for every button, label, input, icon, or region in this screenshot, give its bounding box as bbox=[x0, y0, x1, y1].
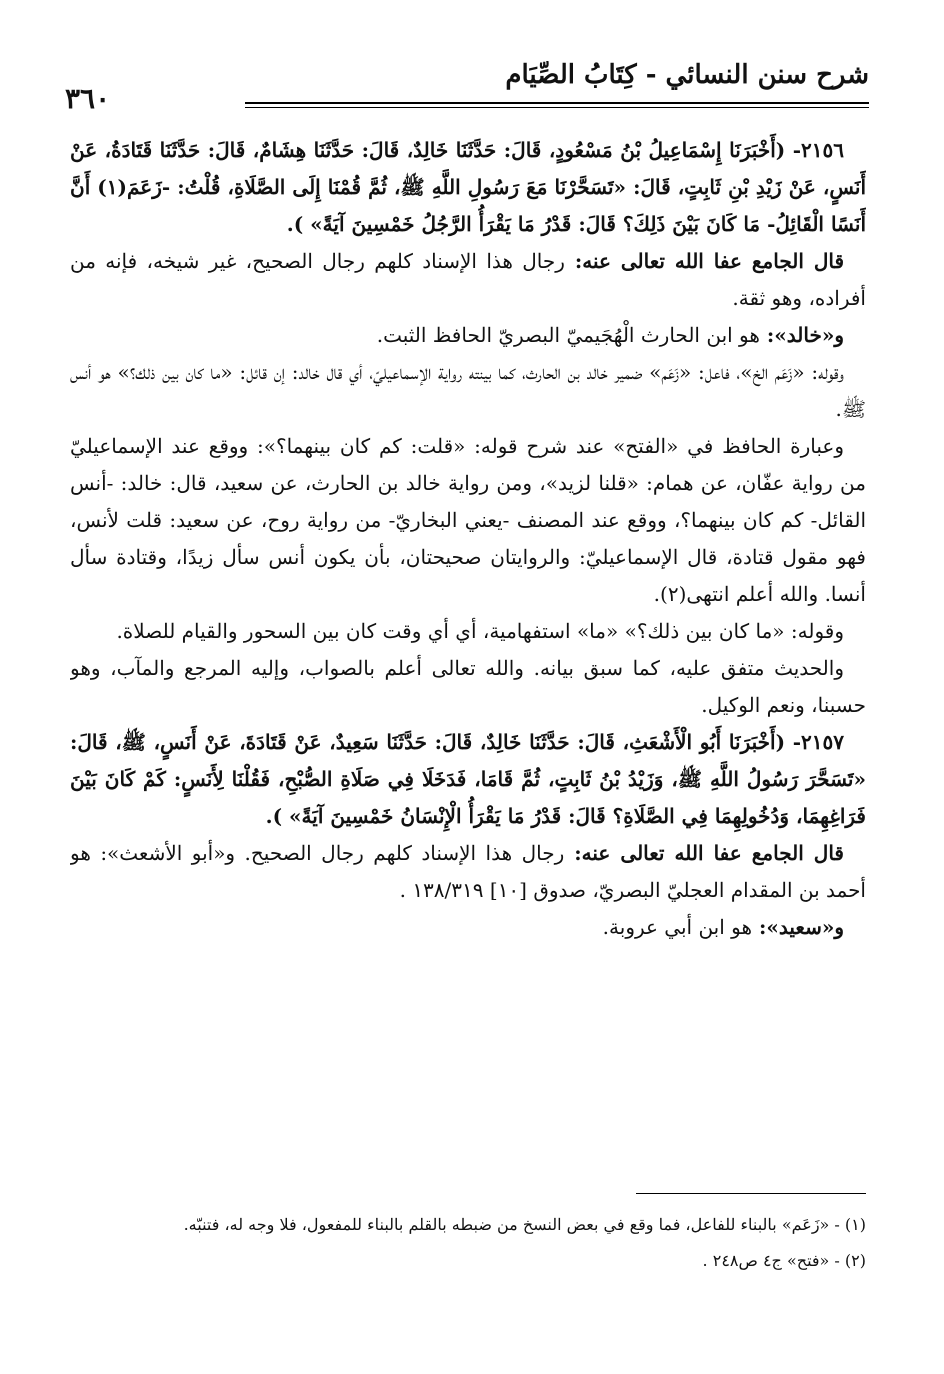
commentary-paragraph bbox=[70, 835, 866, 909]
commentary-paragraph bbox=[70, 354, 866, 428]
page-number: ٣٦٠ bbox=[65, 82, 111, 115]
commentary-paragraph bbox=[70, 428, 866, 613]
footnote-2: (٢) - «فتح» ج٤ ص٢٤٨ . bbox=[702, 1251, 866, 1270]
paragraph-text: وقوله: «ما كان بين ذلك؟» «ما» استفهامية، أي أي وقت كان بين السحور والقيام للصلاة. bbox=[116, 619, 844, 643]
paragraph-lead: قال الجامع عفا الله تعالى عنه: bbox=[564, 841, 844, 865]
header-rule bbox=[245, 102, 869, 108]
commentary-paragraph bbox=[70, 243, 866, 317]
paragraph-lead: قال الجامع عفا الله تعالى عنه: bbox=[564, 249, 845, 273]
commentary-paragraph bbox=[70, 650, 866, 724]
paragraph-text: هو ابن أبي عروبة. bbox=[602, 915, 753, 939]
paragraph-lead: و«سعيد»: bbox=[752, 915, 844, 939]
running-title: شرح سنن النسائي - كِتَابُ الصِّيَام bbox=[505, 60, 869, 90]
main-text bbox=[70, 132, 866, 1182]
page-header bbox=[65, 60, 869, 116]
paragraph-text: ٢١٥٧- (أَخْبَرَنَا أَبُو الْأَشْعَثِ، قَالَ: حَدَّثَنَا خَالِدٌ، قَالَ: حَدَّثَنَا سَعِيدٌ، عَنْ قَتَادَةَ، عَنْ أَنَسٍ، ﷺ، قَالَ: «تَسَحَّرَ رَسُولُ اللَّهِ ﷺ، وَزَيْدُ بْنُ ثَابِتٍ، ثُمَّ قَامَا، فَدَخَلَا فِي صَلَاةِ الصُّبْحِ، فَقُلْنَا لِأَنَسٍ: كَمْ كَانَ بَيْنَ فَرَاغِهِمَا، وَدُخُولِهِمَا فِي الصَّلَاةِ؟ قَالَ: قَدْرُ مَا يَقْرَأُ الْإِنْسَانُ خَمْسِينَ آيَةً» ). bbox=[70, 730, 866, 828]
commentary-paragraph bbox=[70, 613, 866, 650]
hadith-2157 bbox=[70, 724, 866, 835]
footnote-1: (١) - «زَعَم» بالبناء للفاعل، فما وقع في بعض النسخ من ضبطه بالقلم بالبناء للمفعول، فلا وجه له، فتنبّه. bbox=[183, 1215, 866, 1234]
commentary-paragraph bbox=[70, 909, 866, 946]
paragraph-text: والحديث متفق عليه، كما سبق بيانه. والله تعالى أعلم بالصواب، وإليه المرجع والمآب، وهو حسبنا، ونعم الوكيل. bbox=[70, 656, 866, 717]
paragraph-text: ٢١٥٦- (أَخْبَرَنَا إِسْمَاعِيلُ بْنُ مَسْعُودٍ، قَالَ: حَدَّثَنَا خَالِدٌ، قَالَ: حَدَّثَنَا هِشَامٌ، قَالَ: حَدَّثَنَا قَتَادَةُ، عَنْ أَنَسٍ، عَنْ زَيْدِ بْنِ ثَابِتٍ، قَالَ: «تَسَحَّرْنَا مَعَ رَسُولِ اللَّهِ ﷺ، ثُمَّ قُمْنَا إِلَى الصَّلَاةِ، قُلْتُ: -زَعَمَ(١) أَنَّ أَنَسًا الْقَائِلُ- مَا كَانَ بَيْنَ ذَلِكَ؟ قَالَ: قَدْرُ مَا يَقْرَأُ الرَّجُلُ خَمْسِينَ آيَةً» ). bbox=[70, 138, 866, 236]
paragraph-lead: و«خالد»: bbox=[759, 323, 844, 347]
hadith-2156 bbox=[70, 132, 866, 243]
paragraph-text: هو ابن الحارث الْهُجَيميّ البصريّ الحافظ الثبت. bbox=[376, 323, 760, 347]
paragraph-text: وعبارة الحافظ في «الفتح» عند شرح قوله: «قلت: كم كان بينهما؟»: ووقع عند الإسماعيليّ من رواية عفّان، عن همام: «قلنا لزيد»، ومن رواية خالد بن الحارث، عن سعيد، قال: خالد: -أنس القائل- كم كان بينهما؟، ووقع عند المصنف -يعني البخاريّ- من رواية روح، عن سعيد: قلت لأنس، فهو مقول قتادة، قال الإسماعيليّ: والروايتان صحيحتان، بأن يكون أنس سأل زيدًا، وقتادة سأل أنسا. والله أعلم انتهى(٢). bbox=[70, 434, 866, 606]
paragraph-text: رجال هذا الإسناد كلهم رجال الصحيح. و«أبو الأشعث»: هو أحمد بن المقدام العجليّ البصريّ، صدوق [١٠] ١٣٨/٣١٩ . bbox=[70, 841, 866, 902]
footnotes bbox=[70, 1210, 866, 1340]
paragraph-text: رجال هذا الإسناد كلهم رجال الصحيح، غير شيخه، فإنه من أفراده، وهو ثقة. bbox=[70, 249, 866, 310]
commentary-paragraph bbox=[70, 317, 866, 354]
footnote-separator bbox=[636, 1193, 866, 1194]
paragraph-text: وقوله: «زَعَم الخ»، فاعل: «زَعَم» ضمير خالد بن الحارث، كما بينته رواية الإسماعيليّ، أي قال خالد: إن قائل: «ما كان بين ذلك؟» هو أنس ﷺ. bbox=[70, 360, 866, 421]
